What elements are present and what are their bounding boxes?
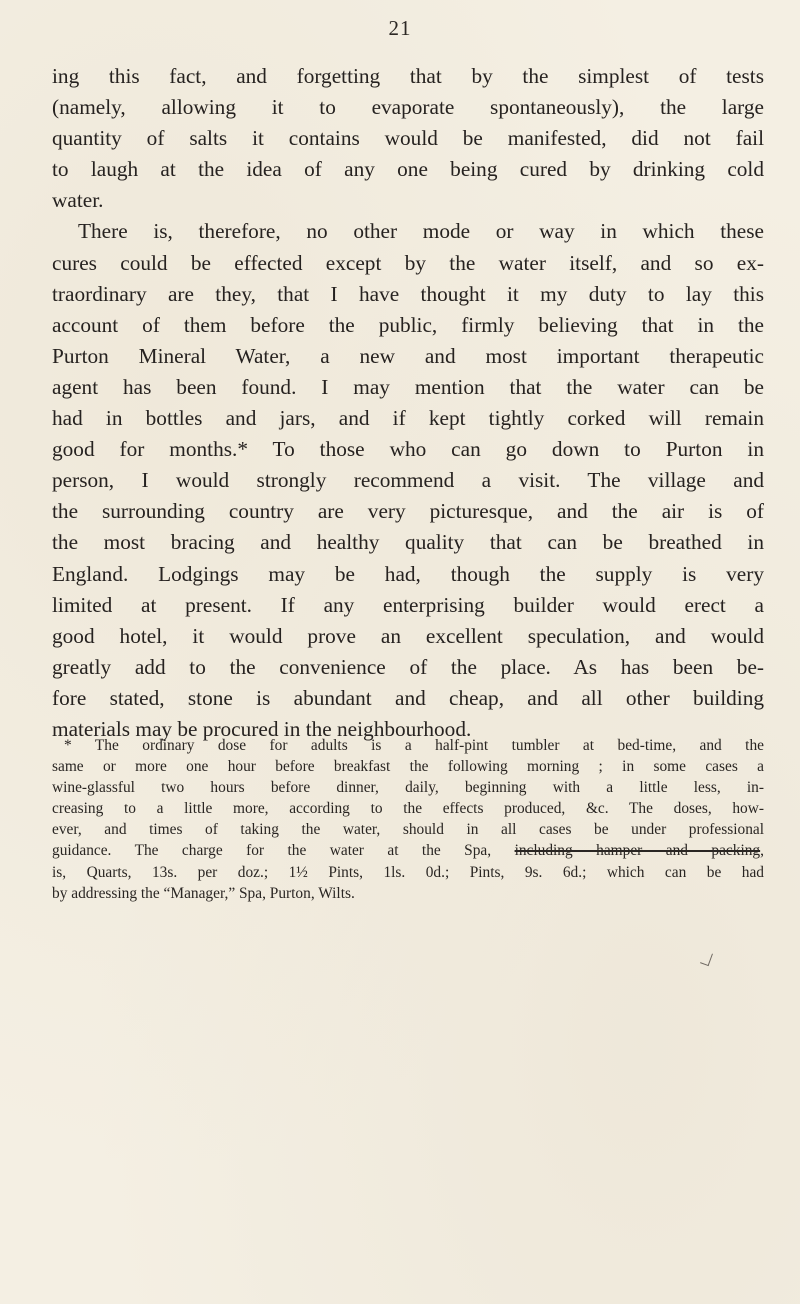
body-line: the surrounding country are very picturesque, and the air is of bbox=[52, 499, 764, 524]
footnote-line: is, Quarts, 13s. per doz.; 1½ Pints, 1ls. 0d.; Pints, 9s. 6d.; which can be had bbox=[52, 863, 764, 881]
body-line: agent has been found. I may mention that the water can be bbox=[52, 374, 764, 399]
footnote-line: ever, and times of taking the water, should in all cases be under professional bbox=[52, 821, 764, 839]
page-number: 21 bbox=[388, 16, 412, 40]
footnote-text: , bbox=[760, 842, 764, 860]
footnote-line: creasing to a little more, according to the effects produced, &c. The doses, how- bbox=[52, 800, 764, 818]
footnote-line: by addressing the “Manager,” Spa, Purton, Wilts. bbox=[52, 884, 355, 902]
handwritten-mark bbox=[700, 951, 713, 966]
body-line: England. Lodgings may be had, though the supply is very bbox=[52, 561, 764, 586]
body-line: Purton Mineral Water, a new and most important therapeutic bbox=[52, 343, 764, 368]
body-line: materials may be procured in the neighbourhood. bbox=[52, 716, 472, 741]
footnote-line: * The ordinary dose for adults is a half-pint tumbler at bed-time, and the bbox=[64, 737, 764, 754]
body-line: account of them before the public, firmly believing that in the bbox=[52, 312, 764, 337]
body-line: quantity of salts it contains would be manifested, did not fail bbox=[52, 126, 764, 151]
body-line: (namely, allowing it to evaporate spontaneously), the large bbox=[52, 95, 764, 120]
footnote bbox=[52, 735, 764, 904]
body-line: fore stated, stone is abundant and cheap, and all other building bbox=[52, 685, 764, 710]
footnote-line: wine-glassful two hours before dinner, daily, beginning with a little less, in- bbox=[52, 779, 764, 797]
footnote-text: guidance. The charge for the water at the Spa, bbox=[52, 842, 492, 860]
body-line: water. bbox=[52, 188, 104, 213]
body-line: to laugh at the idea of any one being cured by drinking cold bbox=[52, 157, 764, 182]
paragraph-start-line: There is, therefore, no other mode or way in which these bbox=[78, 219, 764, 244]
footnote-line bbox=[52, 840, 764, 861]
footnote-line: same or more one hour before breakfast the following morning ; in some cases a bbox=[52, 758, 764, 776]
body-line: the most bracing and healthy quality that can be breathed in bbox=[52, 530, 764, 555]
body-line: good for months.* To those who can go down to Purton in bbox=[52, 437, 764, 462]
struck-text: including hamper and packing bbox=[514, 842, 761, 860]
body-line: cures could be effected except by the water itself, and so ex- bbox=[52, 250, 764, 275]
body-line: limited at present. If any enterprising builder would erect a bbox=[52, 592, 764, 617]
body-line: ing this fact, and forgetting that by the simplest of tests bbox=[52, 64, 764, 88]
body-line: greatly add to the convenience of the place. As has been be- bbox=[52, 654, 764, 679]
body-line: had in bottles and jars, and if kept tightly corked will remain bbox=[52, 406, 764, 431]
body-line: traordinary are they, that I have thought it my duty to lay this bbox=[52, 281, 764, 306]
body-text bbox=[52, 61, 764, 745]
body-line: good hotel, it would prove an excellent speculation, and would bbox=[52, 623, 764, 648]
body-line: person, I would strongly recommend a visit. The village and bbox=[52, 468, 764, 493]
